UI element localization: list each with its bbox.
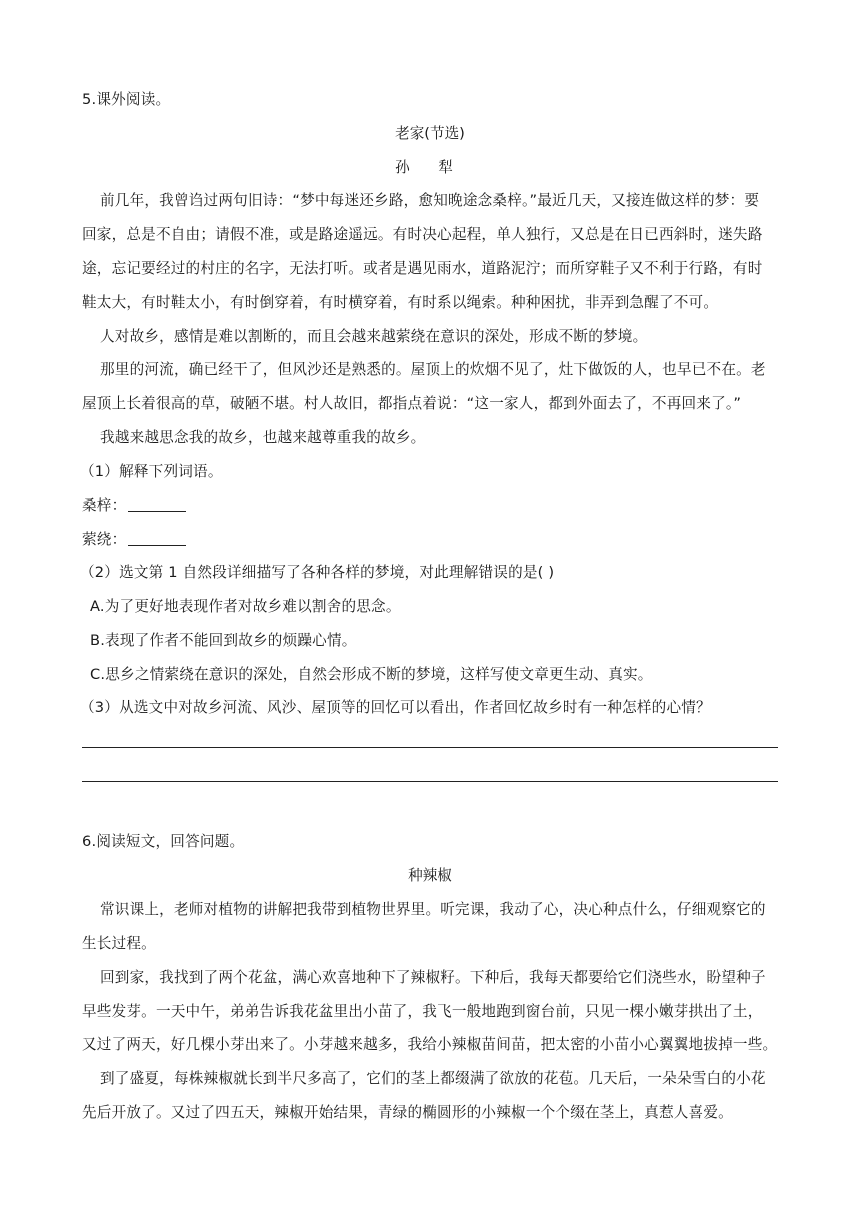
question-5-heading: 5.课外阅读。 (82, 91, 171, 108)
paragraph-line: 回家，总是不自由；请假不准，或是路途遥远。有时决心起程，单人独行，又总是在日已西斜时，迷失路 (82, 226, 763, 243)
sub-question-1: （1）解释下列词语。 (80, 463, 223, 480)
answer-blank[interactable] (128, 531, 186, 546)
paragraph-line: 先后开放了。又过了四五天，辣椒开始结果，青绿的椭圆形的小辣椒一个个缀在茎上，真惹人喜爱。 (82, 1104, 733, 1121)
paragraph-line: 我越来越思念我的故乡，也越来越尊重我的故乡。 (100, 429, 426, 446)
word-item-1: 桑梓： (82, 496, 186, 516)
paragraph-line: 人对故乡，感情是难以割断的，而且会越来越萦绕在意识的深处，形成不断的梦境。 (100, 328, 648, 345)
option-a: A.为了更好地表现作者对故乡难以割舍的思念。 (90, 598, 401, 615)
paragraph-line: 途，忘记要经过的村庄的名字，无法打听。或者是遇见雨水，道路泥泞；而所穿鞋子又不利于行路，有时 (82, 260, 763, 277)
sub-question-3: （3）从选文中对故乡河流、风沙、屋顶等的回忆可以看出，作者回忆故乡时有一种怎样的心情？ (80, 699, 711, 716)
option-c: C.思乡之情萦绕在意识的深处，自然会形成不断的梦境，这样写使文章更生动、真实。 (90, 666, 653, 683)
paragraph-line: 生长过程。 (82, 935, 156, 952)
paragraph-line: 又过了两天，好几棵小芽出来了。小芽越来越多，我给小辣椒苗间苗，把太密的小苗小心翼翼地拔掉一些。 (82, 1036, 778, 1053)
paragraph-line: 那里的河流，确已经干了，但风沙还是熟悉的。屋顶上的炊烟不见了，灶下做饭的人，也早已不在。老 (100, 361, 766, 378)
paragraph-line: 屋顶上长着很高的草，破陋不堪。村人故旧，都指点着说：“这一家人，都到外面去了，不再回来了。” (82, 395, 742, 412)
answer-blank[interactable] (128, 497, 186, 512)
paragraph-line: 常识课上，老师对植物的讲解把我带到植物世界里。听完课，我动了心，决心种点什么，仔细观察它的 (100, 901, 766, 918)
paragraph-line: 鞋太大，有时鞋太小，有时倒穿着，有时横穿着，有时系以绳索。种种困扰，非弄到急醒了不可。 (82, 294, 719, 311)
passage-author: 孙 犁 (395, 159, 465, 176)
answer-line[interactable] (82, 781, 778, 782)
sub-question-2: （2）选文第 1 自然段详细描写了各种各样的梦境，对此理解错误的是( ) (80, 564, 555, 581)
paragraph-line: 回到家，我找到了两个花盆，满心欢喜地种下了辣椒籽。下种后，我每天都要给它们浇些水，盼望种子 (100, 969, 766, 986)
paragraph-line: 早些发芽。一天中午，弟弟告诉我花盆里出小苗了，我飞一般地跑到窗台前，只见一棵小嫩芽拱出了土， (82, 1003, 763, 1020)
paragraph-line: 前几年，我曾诌过两句旧诗：“梦中每迷还乡路，愈知晚途念桑梓。”最近几天，又接连做这样的梦：要 (100, 192, 760, 209)
passage-title: 种辣椒 (408, 867, 452, 884)
question-6-heading: 6.阅读短文，回答问题。 (82, 833, 245, 850)
paragraph-line: 到了盛夏，每株辣椒就长到半尺多高了，它们的茎上都缀满了欲放的花苞。几天后，一朵朵雪白的小花 (100, 1070, 766, 1087)
answer-line[interactable] (82, 747, 778, 748)
passage-title: 老家(节选) (395, 125, 465, 142)
option-b: B.表现了作者不能回到故乡的烦躁心情。 (90, 632, 357, 649)
word-item-2: 萦绕： (82, 530, 186, 550)
